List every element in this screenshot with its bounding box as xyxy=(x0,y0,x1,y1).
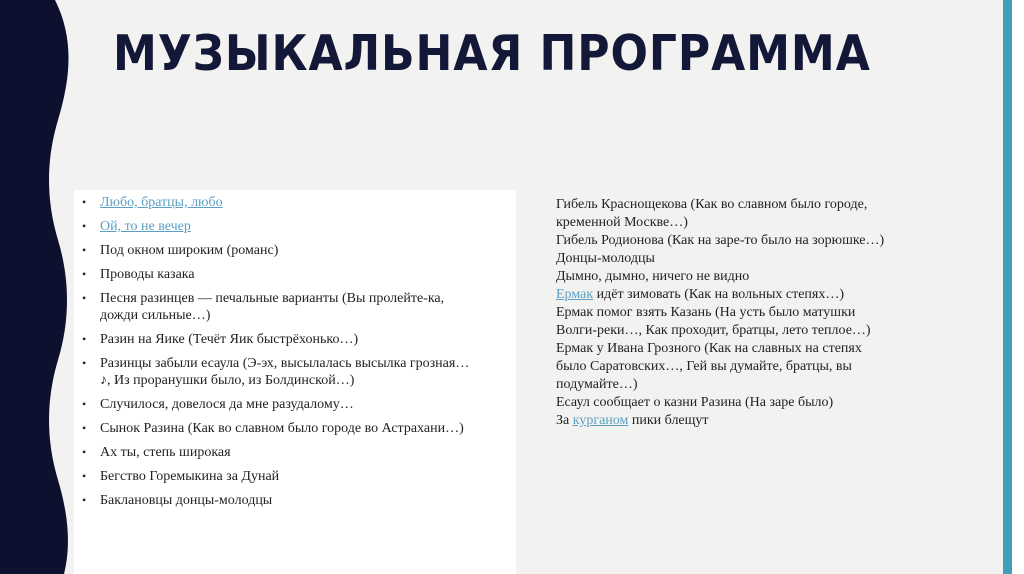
song-list-item xyxy=(82,468,502,485)
bullet-icon: • xyxy=(82,356,87,370)
text-line xyxy=(556,214,916,232)
text-line xyxy=(556,196,916,214)
text-fragment: было Саратовских…, Гей вы думайте, братцы, вы xyxy=(556,359,852,374)
text-line xyxy=(556,358,916,376)
text-fragment: Гибель Родионова (Как на заре-то было на зорюшке…) xyxy=(556,233,885,248)
text-line xyxy=(556,376,916,394)
text-line xyxy=(556,232,916,250)
inline-link[interactable]: Ермак xyxy=(556,287,594,302)
text-fragment: Гибель Краснощекова (Как во славном было городе, xyxy=(556,197,868,212)
text-line xyxy=(556,304,916,322)
song-list-item xyxy=(82,290,502,324)
song-title: Ах ты, степь широкая xyxy=(100,445,231,460)
text-fragment: Донцы-молодцы xyxy=(556,251,655,266)
song-list-item xyxy=(82,242,502,259)
text-line xyxy=(556,394,916,412)
bullet-icon: • xyxy=(82,291,87,305)
text-fragment: Ермак помог взять Казань (На усть было матушки xyxy=(556,305,856,320)
text-fragment: За xyxy=(556,413,573,428)
song-title: Баклановцы донцы-молодцы xyxy=(100,493,273,508)
song-title: Сынок Разина (Как во славном было городе во Астрахани…) xyxy=(100,421,464,436)
inline-link[interactable]: курганом xyxy=(572,413,629,428)
bullet-icon: • xyxy=(82,493,87,507)
song-list-item xyxy=(82,355,502,389)
text-fragment: Дымно, дымно, ничего не видно xyxy=(556,269,750,284)
song-list-item xyxy=(82,396,502,413)
bullet-icon: • xyxy=(82,195,87,209)
song-list-item xyxy=(82,266,502,283)
song-list-item xyxy=(82,444,502,461)
bullet-icon: • xyxy=(82,219,87,233)
text-line xyxy=(556,286,916,304)
song-list-item[interactable] xyxy=(82,218,502,235)
song-title: Разин на Яике (Течёт Яик быстрёхонько…) xyxy=(100,332,359,347)
song-title: Разинцы забыли есаула (Э-эх, высылалась высылка грозная… ♪, Из проранушки было, из Болдинской…) xyxy=(100,356,470,388)
song-title: Песня разинцев — печальные варианты (Вы пролейте-ка, дожди сильные…) xyxy=(100,291,445,323)
text-fragment: подумайте…) xyxy=(556,377,638,392)
text-line xyxy=(556,322,916,340)
bullet-icon: • xyxy=(82,445,87,459)
song-list-item xyxy=(82,331,502,348)
text-line xyxy=(556,412,916,430)
text-line xyxy=(556,250,916,268)
text-fragment: Ермак у Ивана Грозного (Как на славных на степях xyxy=(556,341,862,356)
song-title: Под окном широким (романс) xyxy=(100,243,279,258)
song-list-right xyxy=(556,196,916,430)
bullet-icon: • xyxy=(82,469,87,483)
song-list-left xyxy=(82,194,502,516)
bullet-icon: • xyxy=(82,243,87,257)
text-fragment: Есаул сообщает о казни Разина (На заре было) xyxy=(556,395,834,410)
song-link[interactable]: Любо, братцы, любо xyxy=(100,195,223,210)
text-line xyxy=(556,340,916,358)
right-accent-bar xyxy=(1003,0,1012,574)
song-title: Проводы казака xyxy=(100,267,195,282)
song-title: Случилося, довелося да мне разудалому… xyxy=(100,397,354,412)
song-list-item[interactable] xyxy=(82,194,502,211)
text-fragment: идёт зимовать (Как на вольных степях…) xyxy=(593,287,845,302)
text-fragment: пики блещут xyxy=(628,413,709,428)
song-link[interactable]: Ой, то не вечер xyxy=(100,219,191,234)
bullet-icon: • xyxy=(82,267,87,281)
text-fragment: кременной Москве…) xyxy=(556,215,688,230)
text-line xyxy=(556,268,916,286)
bullet-icon: • xyxy=(82,421,87,435)
bullet-icon: • xyxy=(82,397,87,411)
text-fragment: Волги-реки…, Как проходит, братцы, лето теплое…) xyxy=(556,323,871,338)
song-title: Бегство Горемыкина за Дунай xyxy=(100,469,280,484)
decorative-left-band xyxy=(0,0,74,574)
slide-title: МУЗЫКАЛЬНАЯ ПРОГРАММА xyxy=(113,25,871,82)
song-list-item xyxy=(82,492,502,509)
song-list-item xyxy=(82,420,502,437)
bullet-icon: • xyxy=(82,332,87,346)
